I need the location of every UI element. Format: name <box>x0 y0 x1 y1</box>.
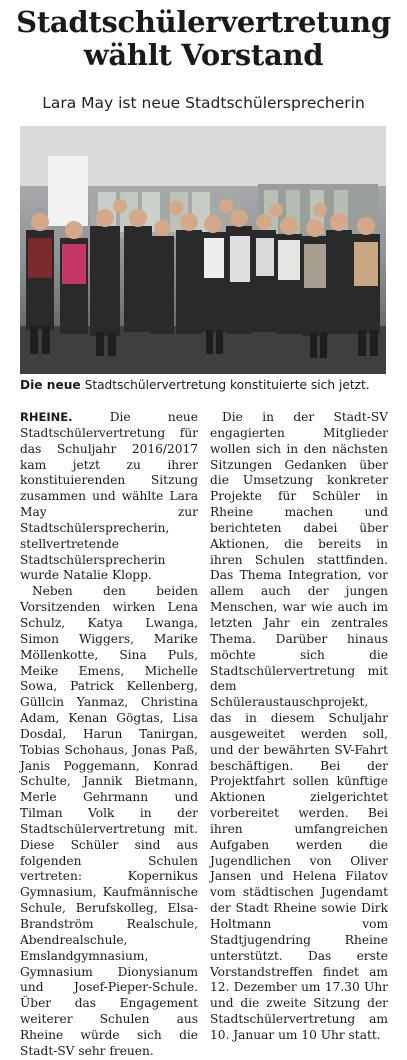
caption-lead: Die neue <box>20 378 81 392</box>
paragraph-1 <box>20 410 198 584</box>
group-photo <box>20 126 386 374</box>
photo-caption <box>20 377 390 393</box>
caption-text: Stadtschülervertretung konstituierte sich jetzt. <box>80 378 370 392</box>
headline-line-2: wählt Vorstand <box>83 38 324 72</box>
article-column-left <box>20 410 198 1060</box>
article-headline <box>0 6 407 72</box>
article-subheadline: Lara May ist neue Stadtschülersprecherin <box>42 94 365 112</box>
headline-line-1: Stadtschülervertretung <box>16 5 391 39</box>
dateline: RHEINE. <box>20 410 73 424</box>
paragraph-1-text: Die neue Stadtschülervertretung für das Schuljahr 2016/2017 kam jetzt zu ihrer konstituierenden Sitzung zusammen und wählte Lara May zur Stadtschülersprecherin, stellvertretende Stadtschülersprecherin wurde Natalie Klopp. <box>20 410 198 583</box>
article-column-right <box>210 410 388 1044</box>
paragraph-2: Neben den beiden Vorsitzenden wirken Lena Schulz, Katya Lwanga, Simon Wiggers, Marike Möllenkotte, Sina Puls, Meike Emens, Michelle Sowa, Patrick Kellenberg, Güllcin Yanmaz, Christina Adam, Kenan Gögtas, Lisa Dosdal, Harun Tanirgan, Tobias Schohaus, Jonas Paß, Janis Poggemann, Konrad Schulte, Jannik Bietmann, Merle Gehrmann und Tilman Volk in der Stadtschülervertretung mit. Diese Schüler sind aus folgenden Schulen vertreten: Kopernikus Gymnasium, Kaufmännische Schule, Berufskolleg, Elsa-Brandström Realschule, Abendrealschule, Emslandgymnasium, Gymnasium Dionysianum und Josef-Pieper-Schule. Über das Engagement weiterer Schulen aus Rheine würde sich die Stadt-SV sehr freuen. <box>20 584 198 1058</box>
paragraph-3: Die in der Stadt-SV engagierten Mitglieder wollen sich in den nächsten Sitzungen Gedanken über die Umsetzung konkreter Projekte für Schüler in Rheine machen und berichteten dabei über Aktionen, die bereits in ihren Schulen stattfinden. Das Thema Integration, vor allem auch der jungen Menschen, war wie auch im letzten Jahr ein zentrales Thema. Darüber hinaus möchte sich die Stadtschülervertretung mit dem Schüleraustauschprojekt, das in diesem Schuljahr ausgeweitet werden soll, und der bewährten SV-Fahrt beschäftigen. Bei der Projektfahrt sollen künftige Aktionen zielgerichtet vorbereitet werden. Bei ihren umfangreichen Aufgaben werden die Jugendlichen von Oliver Jansen und Helena Filatov vom städtischen Jugendamt der Stadt Rheine sowie Dirk Holtmann vom Stadtjugendring Rheine unterstützt. Das erste Vorstandstreffen findet am 12. Dezember um 17.30 Uhr und die zweite Sitzung der Stadtschülervertretung am 10. Januar um 10 Uhr statt. <box>210 410 388 1042</box>
group-photo-illustration <box>20 126 386 374</box>
